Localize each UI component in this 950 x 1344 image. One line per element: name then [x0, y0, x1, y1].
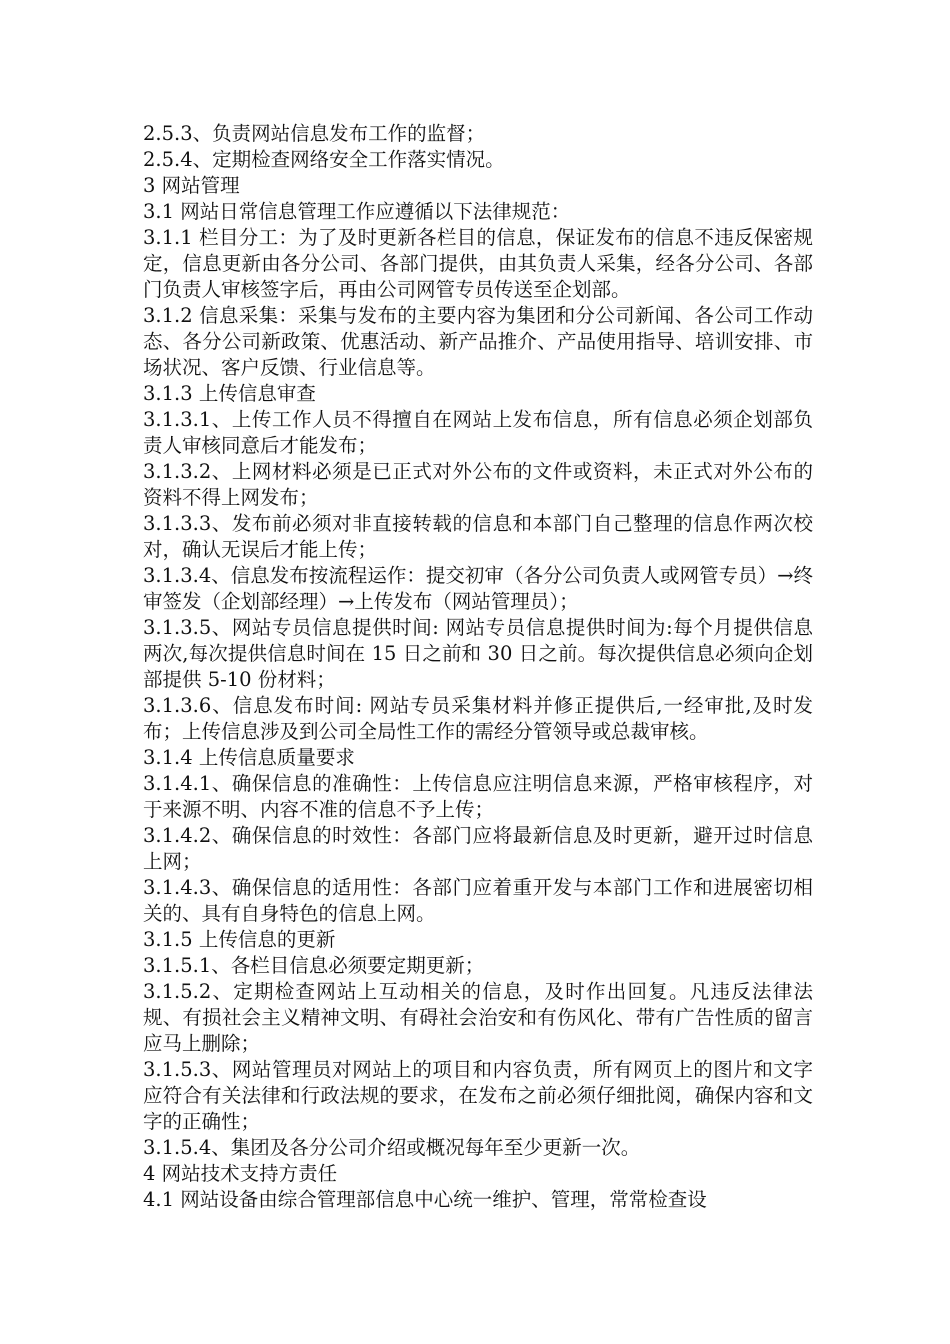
section-heading-3: 3 网站管理: [143, 174, 240, 197]
paragraph-3-1-3-2: 3.1.3.2、上网材料必须是已正式对外公布的文件或资料，未正式对外公布的资料不得上网发布；: [143, 460, 813, 509]
section-heading-4: 4 网站技术支持方责任: [143, 1162, 338, 1185]
paragraph-3-1-4-2: 3.1.4.2、确保信息的时效性：各部门应将最新信息及时更新，避开过时信息上网；: [143, 824, 813, 873]
paragraph-3-1-3-6: 3.1.3.6、信息发布时间: 网站专员采集材料并修正提供后,一经审批,及时发布；上传信息涉及到公司全局性工作的需经分管领导或总裁审核。: [143, 694, 813, 743]
paragraph-3-1-4-3: 3.1.4.3、确保信息的适用性：各部门应着重开发与本部门工作和进展密切相关的、具有自身特色的信息上网。: [143, 876, 813, 925]
paragraph-3-1-4-1: 3.1.4.1、确保信息的准确性：上传信息应注明信息来源，严格审核程序，对于来源不明、内容不准的信息不予上传；: [143, 772, 813, 821]
paragraph-2-5-3: 2.5.3、负责网站信息发布工作的监督；: [143, 122, 486, 145]
paragraph-3-1-2: 3.1.2 信息采集：采集与发布的主要内容为集团和分公司新闻、各公司工作动态、各分公司新政策、优惠活动、新产品推介、产品使用指导、培训安排、市场状况、客户反馈、行业信息等。: [143, 304, 813, 379]
paragraph-3-1-5-2: 3.1.5.2、定期检查网站上互动相关的信息，及时作出回复。凡违反法律法规、有损社会主义精神文明、有碍社会治安和有伤风化、带有广告性质的留言应马上删除；: [143, 980, 813, 1055]
paragraph-4-1: 4.1 网站设备由综合管理部信息中心统一维护、管理，常常检查设: [143, 1188, 707, 1211]
subsection-heading-3-1-4: 3.1.4 上传信息质量要求: [143, 746, 355, 769]
document-body: [143, 121, 813, 1213]
paragraph-3-1-3-5: 3.1.3.5、网站专员信息提供时间: 网站专员信息提供时间为:每个月提供信息两次,每次提供信息时间在 15 日之前和 30 日之前。每次提供信息必须向企划部提供 5-10 份材料；: [143, 616, 813, 691]
paragraph-3-1-5-3: 3.1.5.3、网站管理员对网站上的项目和内容负责，所有网页上的图片和文字应符合有关法律和行政法规的要求，在发布之前必须仔细批阅，确保内容和文字的正确性；: [143, 1058, 813, 1133]
paragraph-3-1-3-4: 3.1.3.4、信息发布按流程运作：提交初审（各分公司负责人或网管专员）→终审签发（企划部经理）→上传发布（网站管理员）；: [143, 564, 813, 613]
paragraph-3-1-5-1: 3.1.5.1、各栏目信息必须要定期更新；: [143, 954, 485, 977]
subsection-heading-3-1-3: 3.1.3 上传信息审查: [143, 382, 316, 405]
paragraph-3-1: 3.1 网站日常信息管理工作应遵循以下法律规范：: [143, 200, 571, 223]
paragraph-3-1-3-1: 3.1.3.1、上传工作人员不得擅自在网站上发布信息，所有信息必须企划部负责人审核同意后才能发布；: [143, 408, 813, 457]
paragraph-3-1-3-3: 3.1.3.3、发布前必须对非直接转载的信息和本部门自己整理的信息作两次校对，确认无误后才能上传；: [143, 512, 813, 561]
paragraph-3-1-1: 3.1.1 栏目分工：为了及时更新各栏目的信息，保证发布的信息不违反保密规定，信息更新由各分公司、各部门提供，由其负责人采集，经各分公司、各部门负责人审核签字后，再由公司网管专员传送至企划部。: [143, 226, 813, 301]
paragraph-2-5-4: 2.5.4、定期检查网络安全工作落实情况。: [143, 148, 505, 171]
subsection-heading-3-1-5: 3.1.5 上传信息的更新: [143, 928, 336, 951]
paragraph-3-1-5-4: 3.1.5.4、集团及各分公司介绍或概况每年至少更新一次。: [143, 1136, 641, 1159]
